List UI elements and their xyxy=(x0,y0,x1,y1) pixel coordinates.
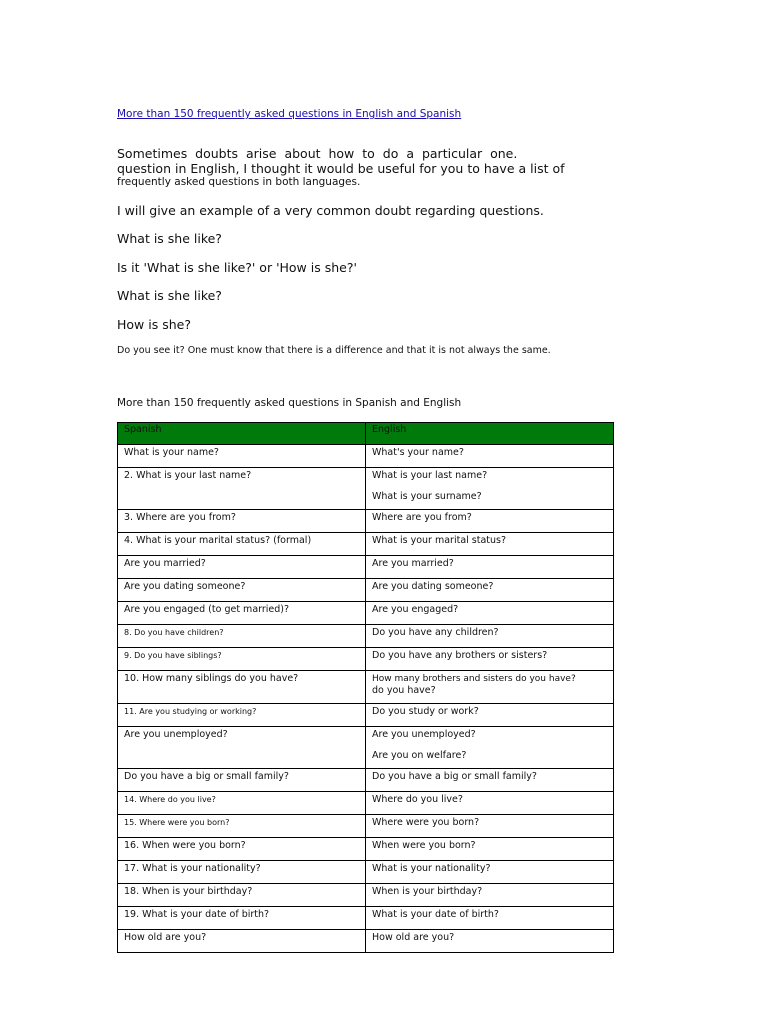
title-link[interactable]: More than 150 frequently asked questions in English and Spanish xyxy=(117,108,462,120)
table-row xyxy=(118,930,614,953)
table-row xyxy=(118,815,614,838)
cell-english xyxy=(366,556,614,579)
cell-spanish: 11. Are you studying or working? xyxy=(118,704,366,727)
table-row xyxy=(118,445,614,468)
cell-english xyxy=(366,533,614,556)
table-row xyxy=(118,579,614,602)
cell-spanish: 3. Where are you from? xyxy=(118,510,366,533)
cell-spanish: 4. What is your marital status? (formal) xyxy=(118,533,366,556)
cell-english-line: What's your name? xyxy=(372,447,464,458)
cell-english-line: How many brothers and sisters do you have? xyxy=(372,674,576,684)
cell-spanish: 17. What is your nationality? xyxy=(118,861,366,884)
question-2: Is it 'What is she like?' or 'How is she?' xyxy=(117,260,357,275)
cell-english-line: When is your birthday? xyxy=(372,886,483,897)
header-english: English xyxy=(366,423,614,445)
table-header-row xyxy=(118,423,614,445)
question-1: What is she like? xyxy=(117,231,222,246)
table-row xyxy=(118,510,614,533)
intro-line-1: Sometimes doubts arise about how to do a particular one. xyxy=(117,146,518,161)
cell-english-line: Where do you live? xyxy=(372,794,463,805)
note-paragraph: Do you see it? One must know that there is a difference and that it is not always the same. xyxy=(117,345,551,356)
header-spanish: Spanish xyxy=(118,423,366,445)
cell-english xyxy=(366,861,614,884)
cell-english-line: Are you dating someone? xyxy=(372,581,494,592)
table-row xyxy=(118,884,614,907)
cell-spanish: 10. How many siblings do you have? xyxy=(118,671,366,704)
table-row xyxy=(118,671,614,704)
intro-paragraph xyxy=(117,146,565,189)
cell-english xyxy=(366,579,614,602)
cell-english-line: What is your last name? xyxy=(372,470,488,481)
table-row xyxy=(118,648,614,671)
table-row xyxy=(118,468,614,510)
cell-english xyxy=(366,625,614,648)
cell-english xyxy=(366,704,614,727)
table-row xyxy=(118,602,614,625)
cell-english-line: How old are you? xyxy=(372,932,455,943)
cell-spanish: 8. Do you have children? xyxy=(118,625,366,648)
cell-english-line: What is your nationality? xyxy=(372,863,491,874)
cell-spanish: 14. Where do you live? xyxy=(118,792,366,815)
cell-english-line: Are you on welfare? xyxy=(372,750,467,761)
cell-spanish: What is your name? xyxy=(118,445,366,468)
table-row xyxy=(118,704,614,727)
cell-english-line: Are you married? xyxy=(372,558,454,569)
cell-english xyxy=(366,838,614,861)
cell-english-line: Do you study or work? xyxy=(372,706,479,717)
cell-english xyxy=(366,907,614,930)
cell-english-line: What is your date of birth? xyxy=(372,909,499,920)
cell-spanish: 2. What is your last name? xyxy=(118,468,366,510)
table-row xyxy=(118,625,614,648)
cell-english xyxy=(366,815,614,838)
cell-spanish: 9. Do you have siblings? xyxy=(118,648,366,671)
cell-english-line: When were you born? xyxy=(372,840,476,851)
question-3: What is she like? xyxy=(117,288,222,303)
cell-english xyxy=(366,792,614,815)
example-paragraph: I will give an example of a very common doubt regarding questions. xyxy=(117,203,544,218)
cell-spanish: Do you have a big or small family? xyxy=(118,769,366,792)
cell-english-line: What is your marital status? xyxy=(372,535,507,546)
cell-english xyxy=(366,602,614,625)
cell-english xyxy=(366,769,614,792)
table-row xyxy=(118,556,614,579)
cell-spanish: How old are you? xyxy=(118,930,366,953)
table-row xyxy=(118,861,614,884)
cell-english xyxy=(366,727,614,769)
cell-english-line: What is your surname? xyxy=(372,491,482,502)
table-row xyxy=(118,727,614,769)
cell-spanish: 16. When were you born? xyxy=(118,838,366,861)
cell-english xyxy=(366,445,614,468)
question-4: How is she? xyxy=(117,317,191,332)
cell-spanish: Are you married? xyxy=(118,556,366,579)
cell-english-line: Where are you from? xyxy=(372,512,472,523)
cell-spanish: 18. When is your birthday? xyxy=(118,884,366,907)
cell-spanish: Are you unemployed? xyxy=(118,727,366,769)
cell-english xyxy=(366,468,614,510)
table-row xyxy=(118,838,614,861)
cell-english xyxy=(366,671,614,704)
table-row xyxy=(118,769,614,792)
table-caption: More than 150 frequently asked questions in Spanish and English xyxy=(117,397,462,409)
intro-line-2: question in English, I thought it would be useful for you to have a list of xyxy=(117,161,565,176)
cell-english-line: Do you have a big or small family? xyxy=(372,771,537,782)
cell-english-line: Are you engaged? xyxy=(372,604,459,615)
cell-spanish: Are you dating someone? xyxy=(118,579,366,602)
cell-english xyxy=(366,510,614,533)
cell-english-line: Do you have any brothers or sisters? xyxy=(372,650,548,661)
questions-table xyxy=(117,422,614,953)
table-row xyxy=(118,792,614,815)
table-row xyxy=(118,533,614,556)
cell-english-line: do you have? xyxy=(372,685,436,696)
cell-spanish: 15. Where were you born? xyxy=(118,815,366,838)
cell-english xyxy=(366,884,614,907)
cell-spanish: 19. What is your date of birth? xyxy=(118,907,366,930)
intro-line-3: frequently asked questions in both languages. xyxy=(117,176,361,188)
cell-english-line: Where were you born? xyxy=(372,817,480,828)
cell-english xyxy=(366,648,614,671)
cell-spanish: Are you engaged (to get married)? xyxy=(118,602,366,625)
table-row xyxy=(118,907,614,930)
cell-english-line: Do you have any children? xyxy=(372,627,499,638)
cell-english-line: Are you unemployed? xyxy=(372,729,476,740)
cell-english xyxy=(366,930,614,953)
